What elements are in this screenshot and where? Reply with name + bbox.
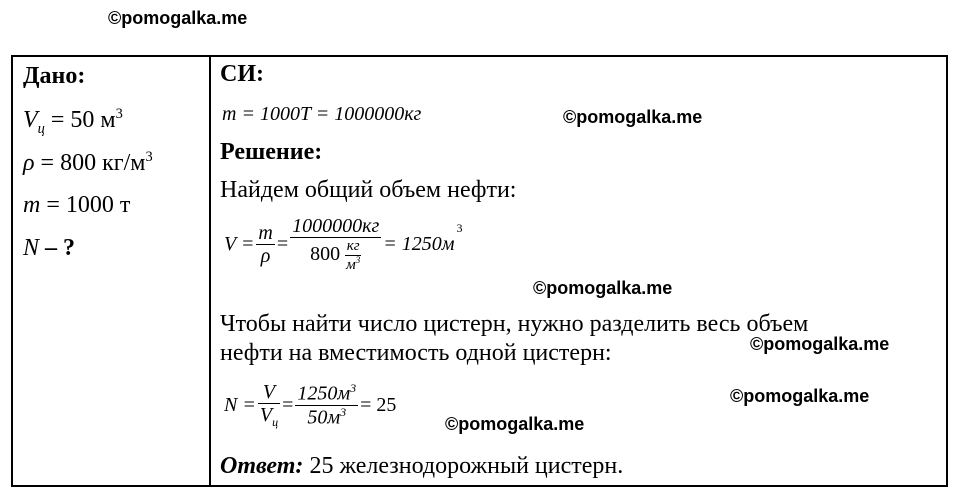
answer [220,453,623,480]
answer-text: 25 железнодорожный цистерн. [303,453,624,479]
solution-column [210,57,946,485]
watermark: ©pomogalka.me [445,414,585,434]
problem-table [11,55,948,487]
answer-label: Ответ: [220,453,304,479]
given-title: Дано: [23,63,86,89]
numeric-ratio-fraction: $\frac{1250м^3}{50м^3}$ [297,380,357,429]
watermark: ©pomogalka.me [750,334,890,354]
numeric-fraction: 1000000кг 800 $\frac{кг}{м^3}$ [292,215,380,273]
watermark: ©pomogalka.me [533,278,673,298]
solution-step1: Найдем общий объем нефти: [220,177,517,203]
density-unit-fraction: $\frac{кг}{м^3}$ [346,238,361,273]
volume-formula: V = $\frac{m}{\rho}$ = 1000000кг 800 $\frac{кг}{м^3}$ = 1250м $^3$ [224,215,463,273]
si-title: СИ: [220,61,264,87]
watermark: ©pomogalka.me [563,107,703,127]
si-conversion: m = 1000T = 1000000кг [222,103,422,125]
watermark: ©pomogalka.me [108,8,248,28]
solution-step2-line2: нефти на вместимость одной цистерн: [220,340,612,366]
watermark: ©pomogalka.me [730,386,870,406]
given-density: ρ = 800 $кг/м^3$ [23,149,153,176]
solution-step2-line1: Чтобы найти число цистерн, нужно разделить весь объем [220,311,809,337]
solution-title: Решение: [220,139,323,165]
volume-ratio-fraction: $\frac{V}{V_ц}$ [259,381,279,429]
mass-over-density-fraction: $\frac{m}{\rho}$ [258,221,273,267]
count-formula: N = $\frac{V}{V_ц}$ = $\frac{1250м^3}{50м^3}$ = 25 [224,380,397,429]
given-volume: $V_ц = 50$ $м^3$ [23,106,123,137]
given-unknown: N – ? [23,235,76,261]
given-column [23,63,153,278]
given-mass: m = 1000 т [23,192,131,218]
